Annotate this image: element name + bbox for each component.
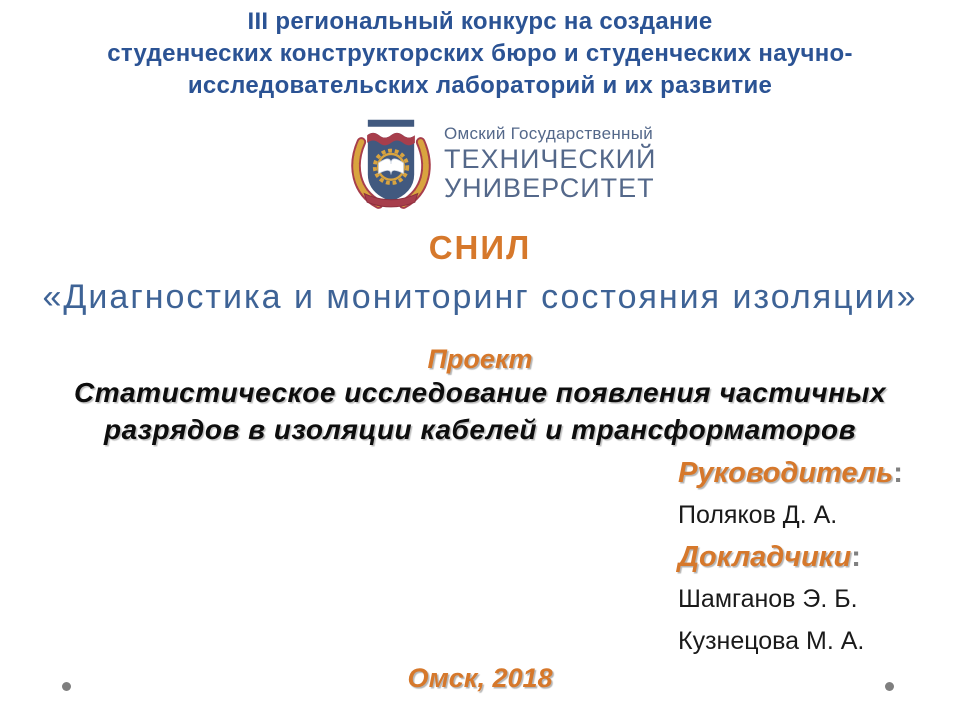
contest-header <box>0 6 960 102</box>
supervisor-label <box>678 452 903 494</box>
contest-header-line-1: III региональный конкурс на создание <box>247 8 713 35</box>
location-year: Омск, 2018 <box>407 663 553 693</box>
lab-name: «Диагностика и мониторинг состояния изоляции» <box>42 278 918 316</box>
decorative-dot-left <box>62 682 71 691</box>
speakers-label <box>678 536 903 578</box>
project-title-line-1: Статистическое исследование появления частичных <box>73 377 887 408</box>
decorative-dot-right <box>885 682 894 691</box>
people-block <box>678 452 903 662</box>
contest-header-line-3: исследовательских лабораторий и их развитие <box>187 72 773 99</box>
speakers-label-colon: : <box>851 541 861 573</box>
project-title <box>0 374 960 448</box>
snil-heading: СНИЛ <box>428 229 532 266</box>
project-title-line-2: разрядов в изоляции кабелей и трансформаторов <box>103 414 857 445</box>
supervisor-name: Поляков Д. А. <box>678 501 838 529</box>
supervisor-label-text: Руководитель <box>678 457 894 489</box>
university-crest-icon <box>348 113 434 213</box>
university-logo <box>348 113 656 213</box>
speaker-name-1: Шамганов Э. Б. <box>678 585 858 613</box>
project-label: Проект <box>427 344 533 374</box>
university-name-line-3: УНИВЕРСИТЕТ <box>444 173 655 203</box>
supervisor-label-colon: : <box>893 457 903 489</box>
speakers-label-text: Докладчики <box>678 541 852 573</box>
university-name-small: Омский Государственный <box>444 124 654 143</box>
contest-header-line-2: студенческих конструкторских бюро и студенческих научно- <box>107 40 853 67</box>
university-wordmark <box>444 123 656 203</box>
university-name-line-2: ТЕХНИЧЕСКИЙ <box>444 144 657 174</box>
speaker-name-2: Кузнецова М. А. <box>678 627 865 655</box>
